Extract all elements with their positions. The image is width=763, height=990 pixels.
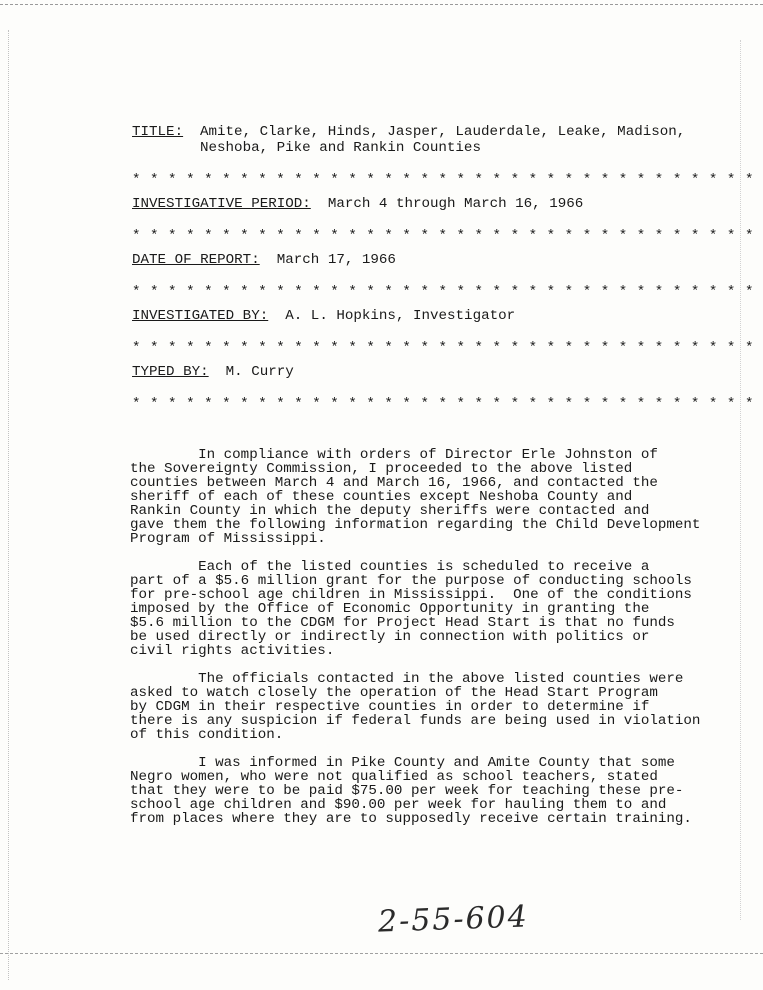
paragraph-line: from places where they are to supposedly receive certain training. bbox=[130, 811, 692, 827]
investigated-by-row bbox=[132, 308, 712, 324]
title-text bbox=[200, 124, 685, 156]
paragraph-line: of this condition. bbox=[130, 727, 284, 743]
paragraph-line: Each of the listed counties is scheduled to receive a bbox=[130, 559, 650, 575]
title-line: Amite, Clarke, Hinds, Jasper, Lauderdale, Leake, Madison, bbox=[200, 124, 686, 140]
paragraph-line: The officials contacted in the above listed counties were bbox=[130, 671, 684, 687]
title-row bbox=[132, 124, 712, 156]
handwritten-file-number: 2-55-604 bbox=[377, 899, 530, 940]
paragraph-line: sheriff of each of these counties except Neshoba County and bbox=[130, 489, 633, 505]
investigative-period-value: March 4 through March 16, 1966 bbox=[327, 196, 584, 212]
separator-stars: * * * * * * * * * * * * * * * * * * * * * * * * * * * * * * * * * * * bbox=[132, 340, 754, 356]
report-header bbox=[132, 124, 754, 412]
paragraph-line: imposed by the Office of Economic Opportunity in granting the bbox=[130, 601, 650, 617]
paragraph-line: there is any suspicion if federal funds are being used in violation bbox=[130, 713, 701, 729]
title-line: Neshoba, Pike and Rankin Counties bbox=[200, 140, 481, 156]
investigated-by-value: A. L. Hopkins, Investigator bbox=[285, 308, 516, 324]
paragraph-line: for pre-school age children in Mississippi. One of the conditions bbox=[130, 587, 692, 603]
paragraph-line: Rankin County in which the deputy sheriffs were contacted and bbox=[130, 503, 650, 519]
investigated-by-label: INVESTIGATED BY: bbox=[132, 308, 269, 324]
paragraph-line: the Sovereignty Commission, I proceeded to the above listed bbox=[130, 461, 633, 477]
separator-stars: * * * * * * * * * * * * * * * * * * * * * * * * * * * * * * * * * * * bbox=[132, 396, 754, 412]
paragraph-line: Negro women, who were not qualified as school teachers, stated bbox=[130, 769, 658, 785]
paragraph bbox=[130, 672, 710, 742]
paragraph-line: gave them the following information regarding the Child Development bbox=[130, 517, 701, 533]
separator-stars: * * * * * * * * * * * * * * * * * * * * * * * * * * * * * * * * * * * bbox=[132, 172, 754, 188]
title-label: TITLE: bbox=[132, 124, 184, 140]
paragraph-line: civil rights activities. bbox=[130, 643, 335, 659]
separator-stars: * * * * * * * * * * * * * * * * * * * * * * * * * * * * * * * * * * * bbox=[132, 228, 754, 244]
paragraph bbox=[130, 560, 710, 658]
report-body bbox=[130, 448, 710, 840]
investigative-period-label: INVESTIGATIVE PERIOD: bbox=[132, 196, 311, 212]
paragraph-line: by CDGM in their respective counties in order to determine if bbox=[130, 699, 650, 715]
separator-stars: * * * * * * * * * * * * * * * * * * * * * * * * * * * * * * * * * * * bbox=[132, 284, 754, 300]
paragraph-line: In compliance with orders of Director Erle Johnston of bbox=[130, 447, 658, 463]
paragraph-line: be used directly or indirectly in connection with politics or bbox=[130, 629, 650, 645]
scan-edge-top bbox=[0, 4, 763, 5]
paragraph-line: Program of Mississippi. bbox=[130, 531, 326, 547]
paragraph-line: I was informed in Pike County and Amite County that some bbox=[130, 755, 675, 771]
date-of-report-row bbox=[132, 252, 712, 268]
paragraph bbox=[130, 756, 710, 826]
paragraph-line: school age children and $90.00 per week for hauling them to and bbox=[130, 797, 667, 813]
paragraph-line: that they were to be paid $75.00 per week for teaching these pre- bbox=[130, 783, 684, 799]
typed-by-row bbox=[132, 364, 712, 380]
typed-by-label: TYPED BY: bbox=[132, 364, 209, 380]
date-of-report-label: DATE OF REPORT: bbox=[132, 252, 260, 268]
paragraph bbox=[130, 448, 710, 546]
date-of-report-value: March 17, 1966 bbox=[276, 252, 396, 268]
investigative-period-row bbox=[132, 196, 712, 212]
scan-edge-bottom bbox=[0, 953, 763, 954]
typed-by-value: M. Curry bbox=[225, 364, 294, 380]
paragraph-line: asked to watch closely the operation of the Head Start Program bbox=[130, 685, 658, 701]
scan-edge-left bbox=[8, 30, 9, 980]
paragraph-line: $5.6 million to the CDGM for Project Head Start is that no funds bbox=[130, 615, 675, 631]
paragraph-line: part of a $5.6 million grant for the purpose of conducting schools bbox=[130, 573, 692, 589]
paragraph-line: counties between March 4 and March 16, 1966, and contacted the bbox=[130, 475, 658, 491]
